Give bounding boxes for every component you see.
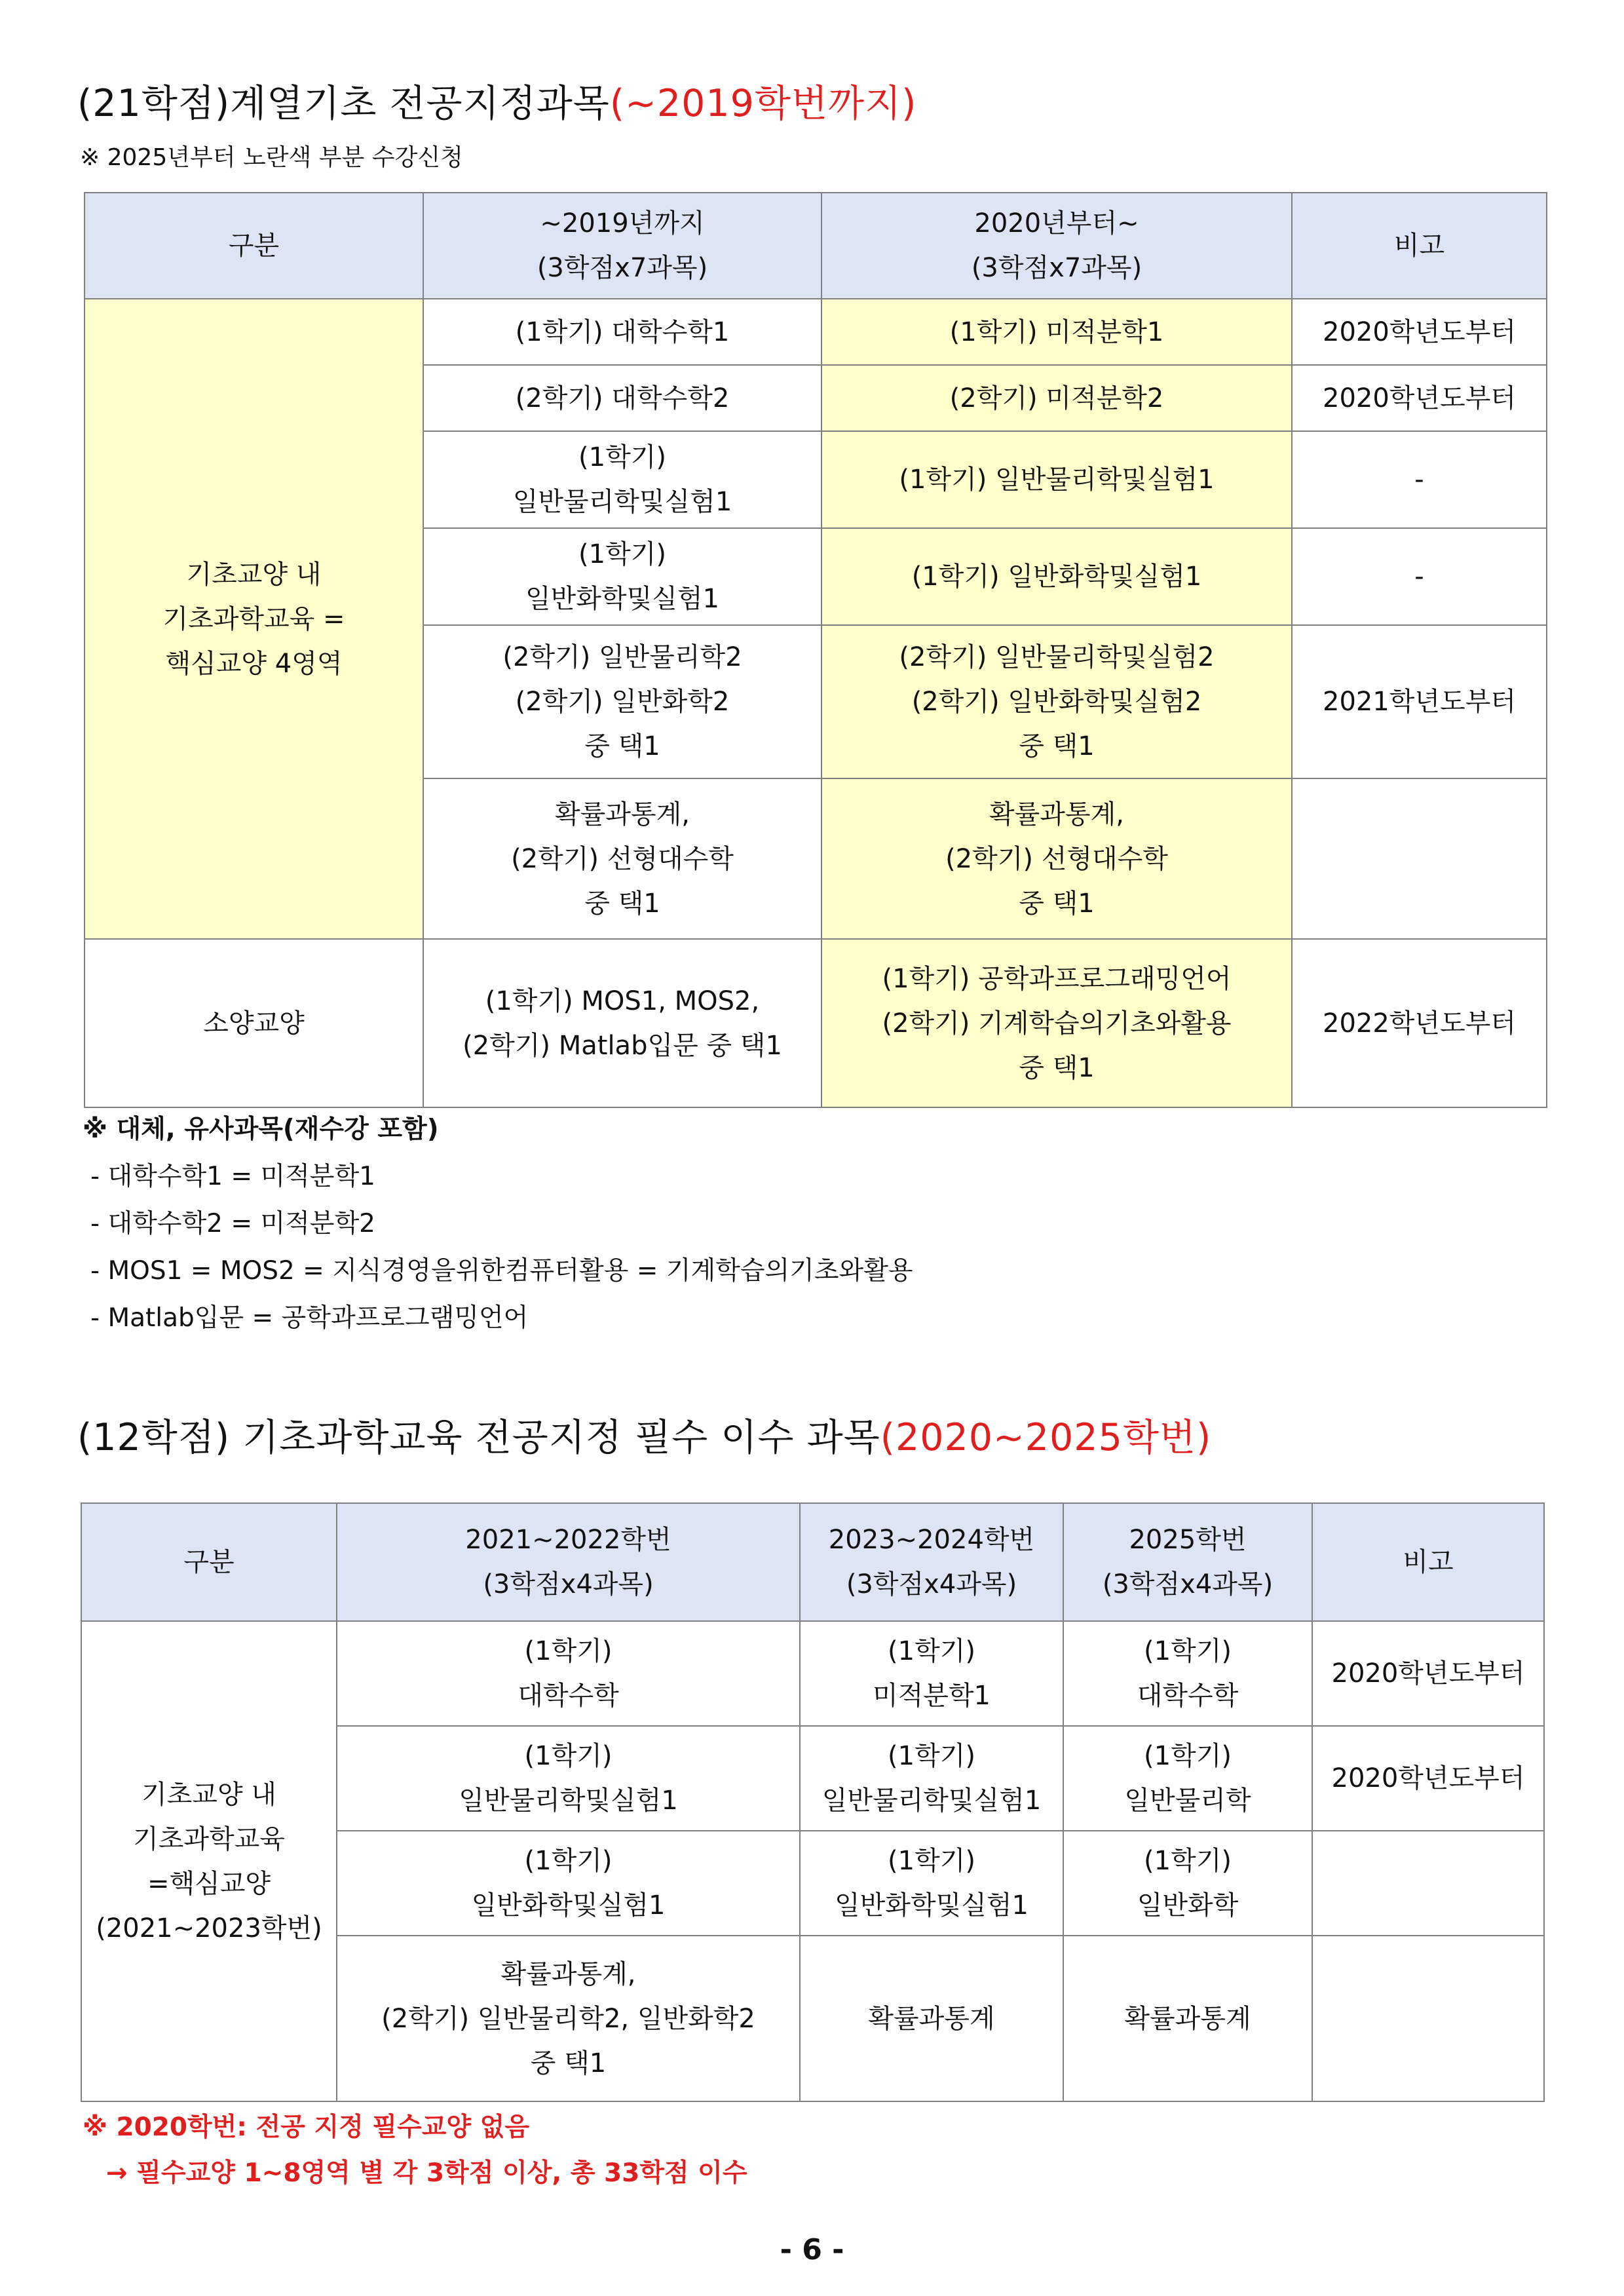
course-line: (2학기) 일반화학및실험2 bbox=[911, 687, 1202, 717]
group-line: 기초과학교육 bbox=[133, 1824, 285, 1854]
section1-title-main: (21학점)계열기초 전공지정과목 bbox=[77, 82, 610, 125]
course-cell bbox=[337, 1726, 800, 1831]
list-item: - 대학수학1 = 미적분학1 bbox=[90, 1162, 375, 1191]
group-line: =핵심교양 bbox=[147, 1868, 271, 1899]
course-line: (1학기) bbox=[888, 1846, 975, 1876]
course-old bbox=[423, 431, 821, 528]
course-new bbox=[821, 939, 1292, 1107]
course-table-2 bbox=[81, 1502, 1545, 2102]
course-note: 2021학년도부터 bbox=[1292, 625, 1547, 778]
header-2025 bbox=[1063, 1503, 1312, 1621]
course-new bbox=[821, 431, 1292, 528]
section2-title-range: (2020~2025학번) bbox=[880, 1416, 1212, 1459]
course-cell bbox=[800, 1726, 1063, 1831]
course-line: 대학수학 bbox=[1137, 1681, 1239, 1711]
course-new bbox=[821, 778, 1292, 939]
course-line: 일반화학및실험1 bbox=[835, 1890, 1029, 1921]
course-new bbox=[821, 625, 1292, 778]
section1-title-range: (~2019학번까지) bbox=[609, 82, 917, 125]
course-line: 중 택1 bbox=[1019, 888, 1095, 919]
course-line: (2학기) 대학수학2 bbox=[515, 383, 730, 413]
course-line: (1학기) bbox=[524, 1636, 613, 1666]
course-line: (1학기) bbox=[888, 1636, 975, 1666]
course-line: 일반화학및실험1 bbox=[525, 584, 719, 614]
course-line: (2학기) 일반물리학및실험2 bbox=[899, 642, 1215, 672]
course-line: 확률과통계 bbox=[1124, 2003, 1251, 2034]
course-new bbox=[821, 299, 1292, 365]
course-line: (2학기) 선형대수학 bbox=[511, 843, 734, 874]
course-line: (1학기) 일반물리학및실험1 bbox=[899, 465, 1215, 495]
course-note: 2020학년도부터 bbox=[1312, 1726, 1544, 1831]
section1-title bbox=[77, 73, 916, 127]
header-from-2020-label: 2020년부터~ bbox=[974, 208, 1139, 239]
course-line: (1학기) bbox=[524, 1846, 613, 1876]
group-line: 기초교양 내 bbox=[142, 1779, 276, 1810]
section2-title bbox=[77, 1407, 1211, 1461]
course-line: (1학기) bbox=[524, 1741, 613, 1771]
course-old bbox=[423, 365, 821, 431]
list-item: - MOS1 = MOS2 = 지식경영을위한컴퓨터활용 = 기계학습의기초와활용 bbox=[90, 1256, 913, 1286]
course-cell bbox=[337, 1936, 800, 2101]
course-line: (1학기) bbox=[1144, 1741, 1232, 1771]
group-liberal: 소양교양 bbox=[85, 939, 423, 1107]
course-line: 일반물리학및실험1 bbox=[512, 487, 732, 517]
course-line: 미적분학1 bbox=[872, 1681, 991, 1711]
course-line: (2학기) 일반물리학2 bbox=[502, 642, 742, 672]
course-note: 2020학년도부터 bbox=[1292, 365, 1547, 431]
list-item: - Matlab입문 = 공학과프로그램밍언어 bbox=[90, 1303, 529, 1333]
course-old bbox=[423, 939, 821, 1107]
header-from-2020-credits: (3학점x7과목) bbox=[971, 253, 1142, 283]
section2-note bbox=[83, 2105, 747, 2196]
course-line: (1학기) bbox=[1144, 1846, 1232, 1876]
course-line: 중 택1 bbox=[1019, 731, 1095, 761]
header-label: 2023~2024학번 bbox=[828, 1525, 1035, 1555]
course-line: 확률과통계 bbox=[868, 2003, 995, 2034]
group-line: 기초과학교육 = bbox=[162, 603, 345, 634]
course-line: 중 택1 bbox=[584, 888, 660, 919]
substitutes-list bbox=[83, 1106, 913, 1342]
course-line: 중 택1 bbox=[584, 731, 660, 761]
header-remarks: 비고 bbox=[1292, 193, 1547, 299]
course-old bbox=[423, 625, 821, 778]
course-line: (2학기) 일반물리학2, 일반화학2 bbox=[381, 2003, 755, 2034]
header-credits: (3학점x4과목) bbox=[483, 1569, 654, 1599]
course-line: 확률과통계, bbox=[989, 799, 1124, 830]
course-line: (1학기) 대학수학1 bbox=[515, 316, 730, 347]
course-cell bbox=[1063, 1936, 1312, 2101]
section2-note-line2: → 필수교양 1~8영역 별 각 3학점 이상, 총 33학점 이수 bbox=[106, 2158, 747, 2188]
course-line: (1학기) bbox=[888, 1741, 975, 1771]
header-2023-2024 bbox=[800, 1503, 1063, 1621]
course-note: - bbox=[1292, 528, 1547, 625]
course-line: (2학기) 기계학습의기초와활용 bbox=[882, 1008, 1232, 1039]
course-note: 2022학년도부터 bbox=[1292, 939, 1547, 1107]
header-credits: (3학점x4과목) bbox=[1102, 1569, 1274, 1599]
header-from-2020 bbox=[821, 193, 1292, 299]
group-basic-science bbox=[81, 1621, 337, 2101]
course-line: 일반물리학및실험1 bbox=[459, 1786, 678, 1816]
course-note bbox=[1312, 1831, 1544, 1936]
header-label: 2021~2022학번 bbox=[465, 1525, 671, 1555]
course-line: (2학기) Matlab입문 중 택1 bbox=[463, 1030, 782, 1061]
header-2021-2022 bbox=[337, 1503, 800, 1621]
course-line: (1학기) bbox=[578, 539, 666, 569]
course-new bbox=[821, 528, 1292, 625]
course-line: (1학기) MOS1, MOS2, bbox=[485, 985, 760, 1016]
course-cell bbox=[800, 1936, 1063, 2101]
course-cell bbox=[1063, 1621, 1312, 1726]
course-line: 일반화학 bbox=[1137, 1890, 1239, 1921]
course-note bbox=[1292, 778, 1547, 939]
course-line: 중 택1 bbox=[1019, 1052, 1095, 1083]
course-line: (1학기) 공학과프로그래밍언어 bbox=[882, 963, 1232, 994]
header-category: 구분 bbox=[85, 193, 423, 299]
header-label: 2025학번 bbox=[1129, 1525, 1247, 1555]
header-category: 구분 bbox=[81, 1503, 337, 1621]
course-note: 2020학년도부터 bbox=[1292, 299, 1547, 365]
course-cell bbox=[1063, 1831, 1312, 1936]
course-line: 중 택1 bbox=[530, 2048, 607, 2078]
course-cell bbox=[337, 1831, 800, 1936]
substitutes-heading: ※ 대체, 유사과목(재수강 포함) bbox=[83, 1115, 439, 1144]
course-cell bbox=[800, 1621, 1063, 1726]
course-new bbox=[821, 365, 1292, 431]
group-line: (2021~2023학번) bbox=[96, 1913, 322, 1943]
header-until-2019-label: ~2019년까지 bbox=[540, 208, 705, 239]
course-note: 2020학년도부터 bbox=[1312, 1621, 1544, 1726]
course-line: (1학기) bbox=[578, 442, 666, 472]
course-cell bbox=[800, 1831, 1063, 1936]
header-until-2019 bbox=[423, 193, 821, 299]
course-cell bbox=[337, 1621, 800, 1726]
course-cell bbox=[1063, 1726, 1312, 1831]
table2-header bbox=[81, 1503, 1544, 1621]
table-row bbox=[85, 299, 1547, 365]
section2-title-main: (12학점) 기초과학교육 전공지정 필수 이수 과목 bbox=[77, 1416, 880, 1459]
table-row bbox=[81, 1621, 1544, 1726]
header-until-2019-credits: (3학점x7과목) bbox=[537, 253, 708, 283]
header-credits: (3학점x4과목) bbox=[846, 1569, 1017, 1599]
course-line: 대학수학 bbox=[518, 1681, 619, 1711]
course-note bbox=[1312, 1936, 1544, 2101]
group-line: 기초교양 내 bbox=[186, 559, 322, 590]
group-line: 핵심교양 4영역 bbox=[165, 648, 343, 679]
course-line: 확률과통계, bbox=[500, 1959, 636, 1989]
header-remarks: 비고 bbox=[1312, 1503, 1544, 1621]
course-table-1 bbox=[84, 192, 1547, 1108]
table-row bbox=[85, 939, 1547, 1107]
course-line: 확률과통계, bbox=[555, 799, 690, 830]
course-line: (2학기) 일반화학2 bbox=[515, 687, 730, 717]
section2-note-line1: ※ 2020학번: 전공 지정 필수교양 없음 bbox=[83, 2113, 530, 2142]
group-basic-science bbox=[85, 299, 423, 939]
course-line: (1학기) bbox=[1144, 1636, 1232, 1666]
course-line: (2학기) 미적분학2 bbox=[949, 383, 1164, 413]
course-line: (1학기) 미적분학1 bbox=[949, 316, 1164, 347]
course-line: 일반물리학및실험1 bbox=[821, 1786, 1042, 1816]
course-old bbox=[423, 778, 821, 939]
table1-header bbox=[85, 193, 1547, 299]
course-line: (1학기) 일반화학및실험1 bbox=[911, 562, 1202, 592]
course-line: 일반물리학 bbox=[1124, 1786, 1251, 1816]
course-old bbox=[423, 299, 821, 365]
course-old bbox=[423, 528, 821, 625]
course-note: - bbox=[1292, 431, 1547, 528]
course-line: 일반화학및실험1 bbox=[471, 1890, 666, 1921]
list-item: - 대학수학2 = 미적분학2 bbox=[90, 1209, 375, 1238]
course-line: (2학기) 선형대수학 bbox=[945, 843, 1168, 874]
page-number: - 6 - bbox=[780, 2233, 844, 2267]
section1-note: ※ 2025년부터 노란색 부분 수강신청 bbox=[80, 144, 463, 171]
